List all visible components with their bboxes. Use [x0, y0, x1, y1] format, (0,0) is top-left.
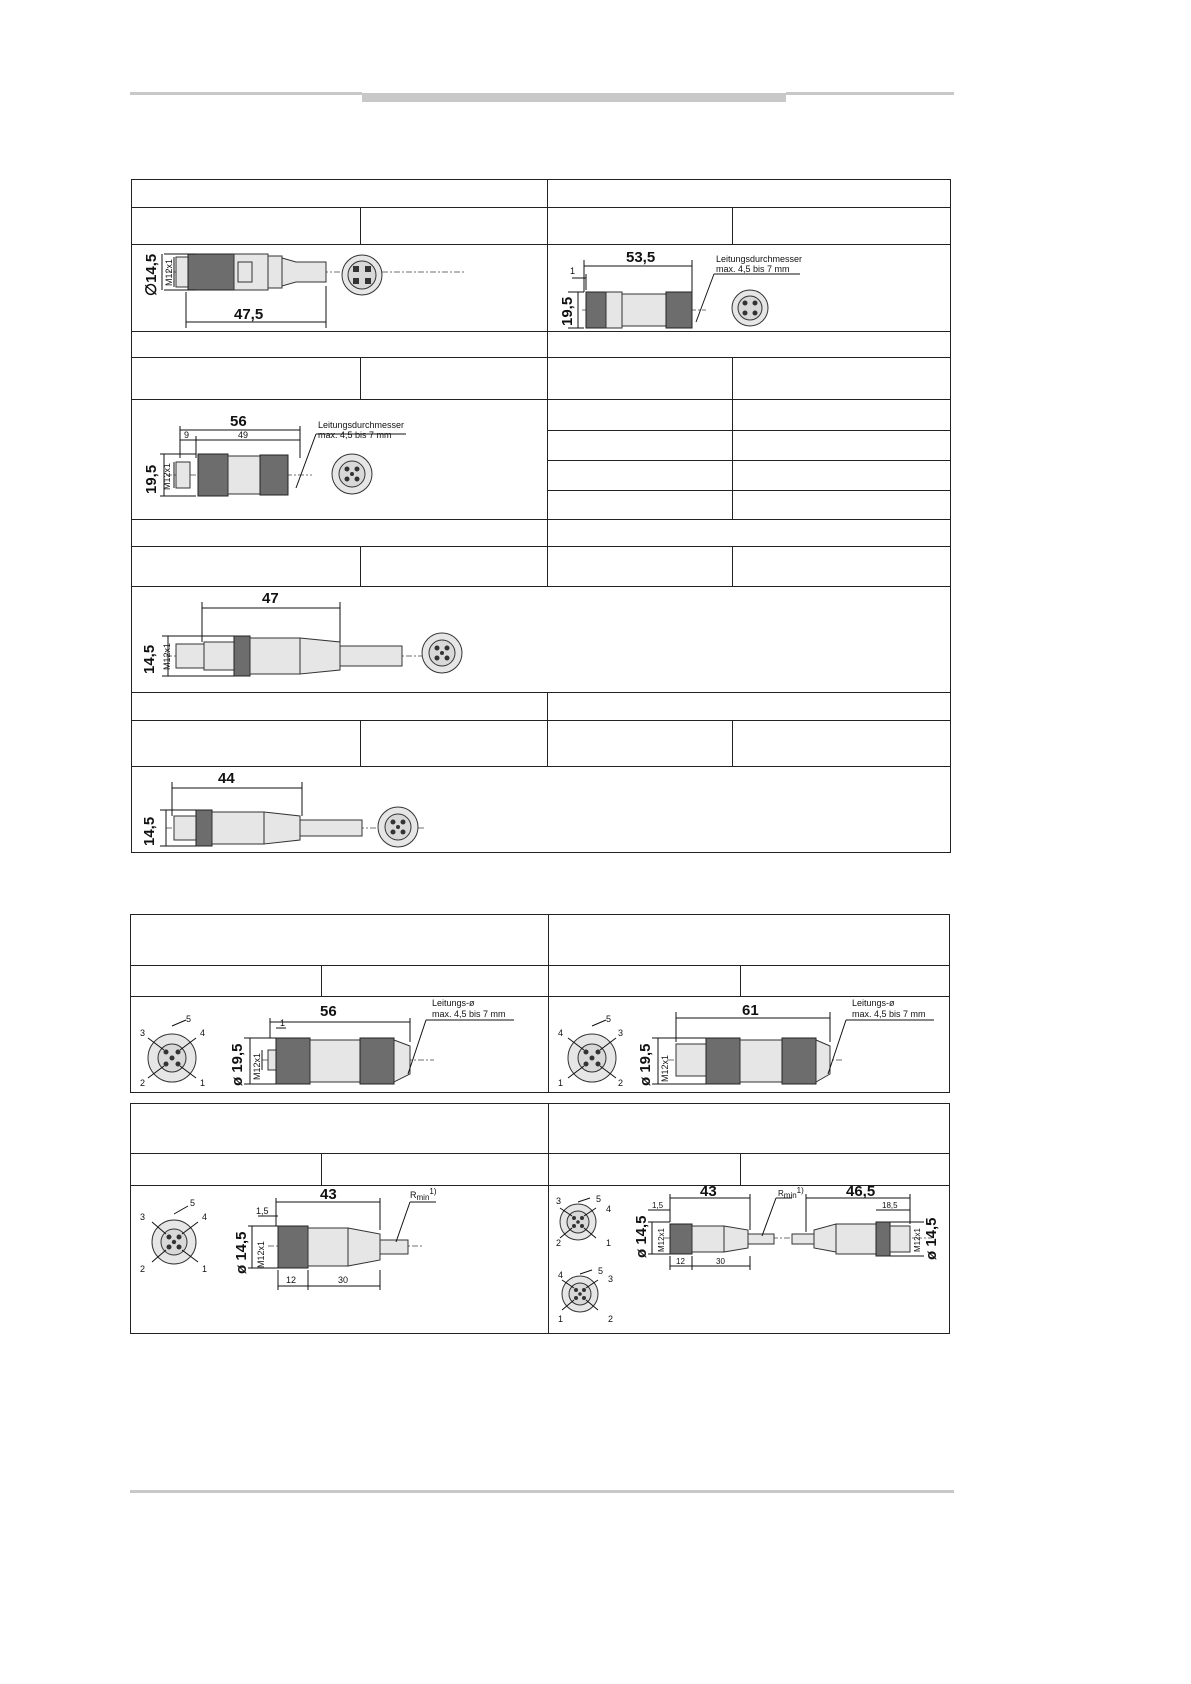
drawing-molded-cable-connector-47	[136, 588, 556, 690]
dim-offset: 1	[570, 266, 576, 276]
dim-thread: M12x1	[162, 642, 172, 670]
pin-label: 3	[608, 1274, 614, 1284]
pin-label: 5	[190, 1198, 196, 1208]
pin-label: 5	[606, 1014, 612, 1024]
dim-diameter: 14,5	[141, 644, 158, 674]
pin-label: 2	[140, 1264, 146, 1274]
pin-label: 2	[140, 1078, 146, 1088]
pin-label: 5	[596, 1194, 602, 1204]
dim-nut: 12	[286, 1275, 297, 1285]
dim-diameter: 19,5	[143, 464, 160, 494]
note-cable-line2: max. 4,5 bis 7 mm	[716, 264, 790, 274]
note-cable-line1: Leitungs-ø	[432, 998, 475, 1008]
note-cable-line2: max. 4,5 bis 7 mm	[852, 1009, 926, 1019]
pin-label: 1	[558, 1314, 564, 1324]
dim-nut-right: 18,5	[882, 1201, 898, 1210]
dim-length: 53,5	[626, 249, 656, 266]
note-cable-line1: Leitungsdurchmesser	[716, 254, 803, 264]
pin-label: 4	[558, 1270, 564, 1280]
dim-length: 56	[230, 413, 247, 430]
dim-diameter: 19,5	[559, 296, 576, 326]
drawing-5pin-molded-connector	[134, 1186, 544, 1326]
pin-label: 3	[140, 1028, 146, 1038]
dim-diameter-right: ø 14,5	[923, 1217, 940, 1260]
note-bend-radius: Rmin1)	[778, 1186, 804, 1200]
pin-label: 2	[618, 1078, 624, 1088]
dim-nut: 12	[676, 1257, 685, 1266]
pin-label: 4	[558, 1028, 564, 1038]
dim-thread: M12x1	[252, 1052, 262, 1080]
drawing-5pin-extension-cable	[552, 1183, 948, 1330]
drawing-straight-male-connector	[136, 248, 536, 330]
dim-length: 44	[218, 770, 235, 787]
dim-thread: M12x1	[660, 1054, 670, 1082]
drawing-5pin-male-connector	[552, 998, 948, 1090]
dim-thread: M12x1	[164, 258, 174, 286]
dim-body-length: 49	[238, 430, 249, 440]
pin-label: 1	[558, 1078, 564, 1088]
pin-label: 1	[200, 1078, 206, 1088]
pin-label: 1	[606, 1238, 612, 1248]
header-rule-center	[362, 93, 786, 102]
dim-body: 30	[338, 1275, 349, 1285]
dim-length: 61	[742, 1002, 759, 1019]
dim-body: 30	[716, 1257, 725, 1266]
dim-length: 47,5	[234, 306, 264, 323]
drawing-female-connector-straight-note	[136, 412, 536, 512]
drawing-5pin-female-connector	[134, 998, 544, 1090]
dim-length: 43	[320, 1186, 337, 1203]
dim-thread: M12x1	[657, 1227, 666, 1252]
dim-length-right: 46,5	[846, 1183, 876, 1200]
pin-label: 2	[556, 1238, 562, 1248]
pin-label: 4	[606, 1204, 612, 1214]
footer-rule	[130, 1490, 954, 1493]
header-rule-left	[130, 92, 362, 95]
dim-length: 43	[700, 1183, 717, 1200]
pin-label: 3	[618, 1028, 624, 1038]
dim-thread: M12x1	[162, 462, 172, 490]
dim-thread: M12x1	[256, 1240, 266, 1268]
dim-offset: 1,5	[652, 1201, 664, 1210]
note-cable-line1: Leitungsdurchmesser	[318, 420, 405, 430]
dim-offset: 1,5	[256, 1206, 269, 1216]
dim-diameter: ø 19,5	[637, 1043, 654, 1086]
dim-diameter: ø 19,5	[229, 1043, 246, 1086]
pin-label: 5	[598, 1266, 604, 1276]
dim-diameter: ∅14,5	[143, 253, 160, 296]
pin-label: 4	[200, 1028, 206, 1038]
dim-length: 56	[320, 1003, 337, 1020]
dim-diameter: ø 14,5	[633, 1215, 650, 1258]
pin-label: 1	[202, 1264, 208, 1274]
dim-offset: 9	[184, 430, 190, 440]
note-cable-line1: Leitungs-ø	[852, 998, 895, 1008]
pin-label: 3	[140, 1212, 146, 1222]
pin-label: 3	[556, 1196, 562, 1206]
dim-thread-right: M12x1	[913, 1227, 922, 1252]
pin-label: 5	[186, 1014, 192, 1024]
note-bend-radius: Rmin1)	[410, 1187, 437, 1202]
dim-diameter: ø 14,5	[233, 1231, 250, 1274]
dim-offset: 1	[280, 1018, 286, 1028]
header-rule-right	[786, 92, 954, 95]
pin-label: 4	[202, 1212, 208, 1222]
dim-diameter: 14,5	[141, 816, 158, 846]
note-cable-line2: max. 4,5 bis 7 mm	[432, 1009, 506, 1019]
drawing-molded-cable-connector-44	[136, 768, 556, 852]
pin-label: 2	[608, 1314, 614, 1324]
note-cable-line2: max. 4,5 bis 7 mm	[318, 430, 392, 440]
dim-length: 47	[262, 590, 279, 607]
drawing-female-connector-angled-note	[556, 246, 946, 332]
